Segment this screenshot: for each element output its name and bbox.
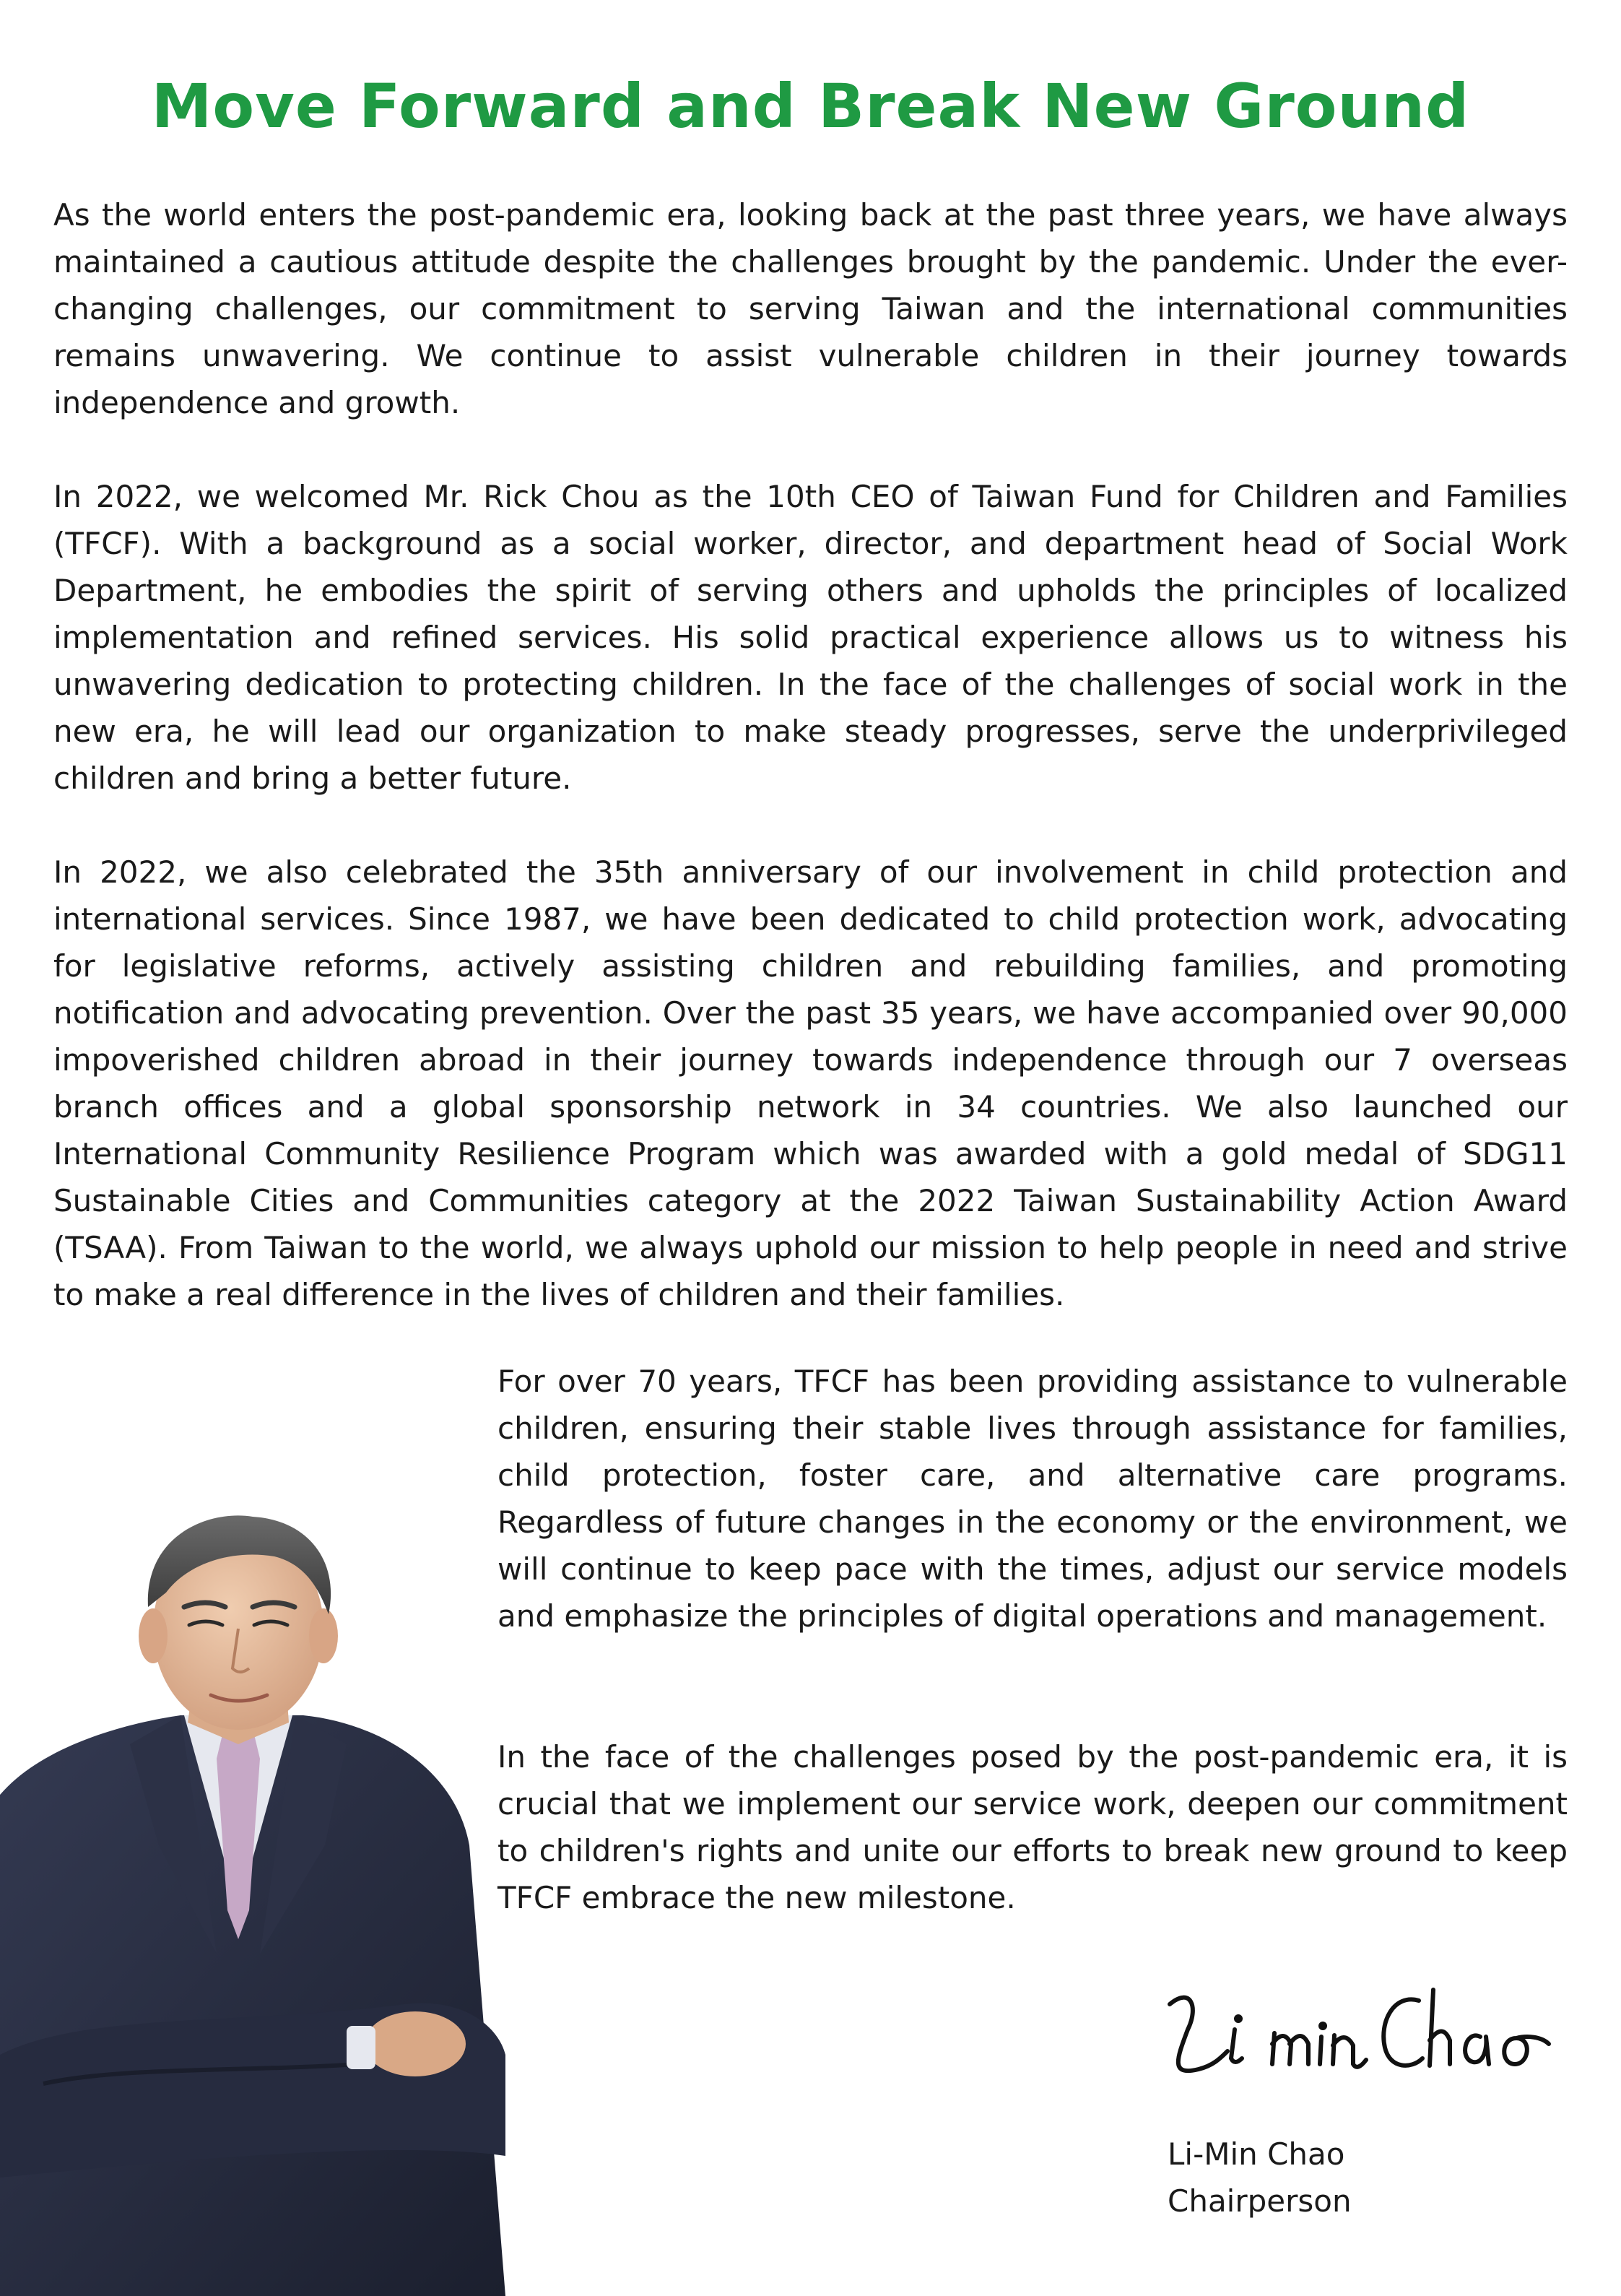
page-title: Move Forward and Break New Ground <box>151 71 1470 142</box>
paragraph-seventy-years: For over 70 years, TFCF has been providing assistance to vulnerable children, ensuring their stable lives through assistance for families, child protection, foster care, and alternative care programs. Regardless of future changes in the economy or the environment, we will continue to keep pace with the times, adjust our service models and emphasize the principles of digital operations and management. <box>497 1364 1568 1634</box>
paragraph-anniversary: In 2022, we also celebrated the 35th anniversary of our involvement in child protection and international services. Since 1987, we have been dedicated to child protection work, advocating for legislative reforms, actively assisting children and rebuilding families, and promoting notification and advocating prevention. Over the past 35 years, we have accompanied over 90,000 impoverished children abroad in their journey towards independence through our 7 overseas branch offices and a global sponsorship network in 34 countries. We also launched our International Community Resilience Program which was awarded with a gold medal of SDG11 Sustainable Cities and Communities category at the 2022 Taiwan Sustainability Action Award (TSAA). From Taiwan to the world, we always uphold our mission to help people in need and strive to make a real difference in the lives of children and their families. <box>53 854 1568 1312</box>
signatory-role: Chairperson <box>1168 2183 1352 2219</box>
handwritten-signature <box>1155 1979 1560 2087</box>
signatory-name: Li-Min Chao <box>1168 2136 1345 2172</box>
paragraph-closing: In the face of the challenges posed by the post-pandemic era, it is crucial that we implement our service work, deepen our commitment to children's rights and unite our efforts to break new ground to keep TFCF embrace the new milestone. <box>497 1739 1568 1915</box>
paragraph-intro: As the world enters the post-pandemic era, looking back at the past three years, we have always maintained a cautious attitude despite the challenges brought by the pandemic. Under the ever-changing challenges, our commitment to serving Taiwan and the international communities remains unwavering. We continue to assist vulnerable children in their journey towards independence and growth. <box>53 197 1568 420</box>
chairperson-portrait <box>0 1506 505 2296</box>
paragraph-new-ceo: In 2022, we welcomed Mr. Rick Chou as the 10th CEO of Taiwan Fund for Children and Families (TFCF). With a background as a social worker, director, and department head of Social Work Department, he embodies the spirit of serving others and upholds the principles of localized implementation and refined services. His solid practical experience allows us to witness his unwavering dedication to protecting children. In the face of the challenges of social work in the new era, he will lead our organization to make steady progresses, serve the underprivileged children and bring a better future. <box>53 479 1568 796</box>
